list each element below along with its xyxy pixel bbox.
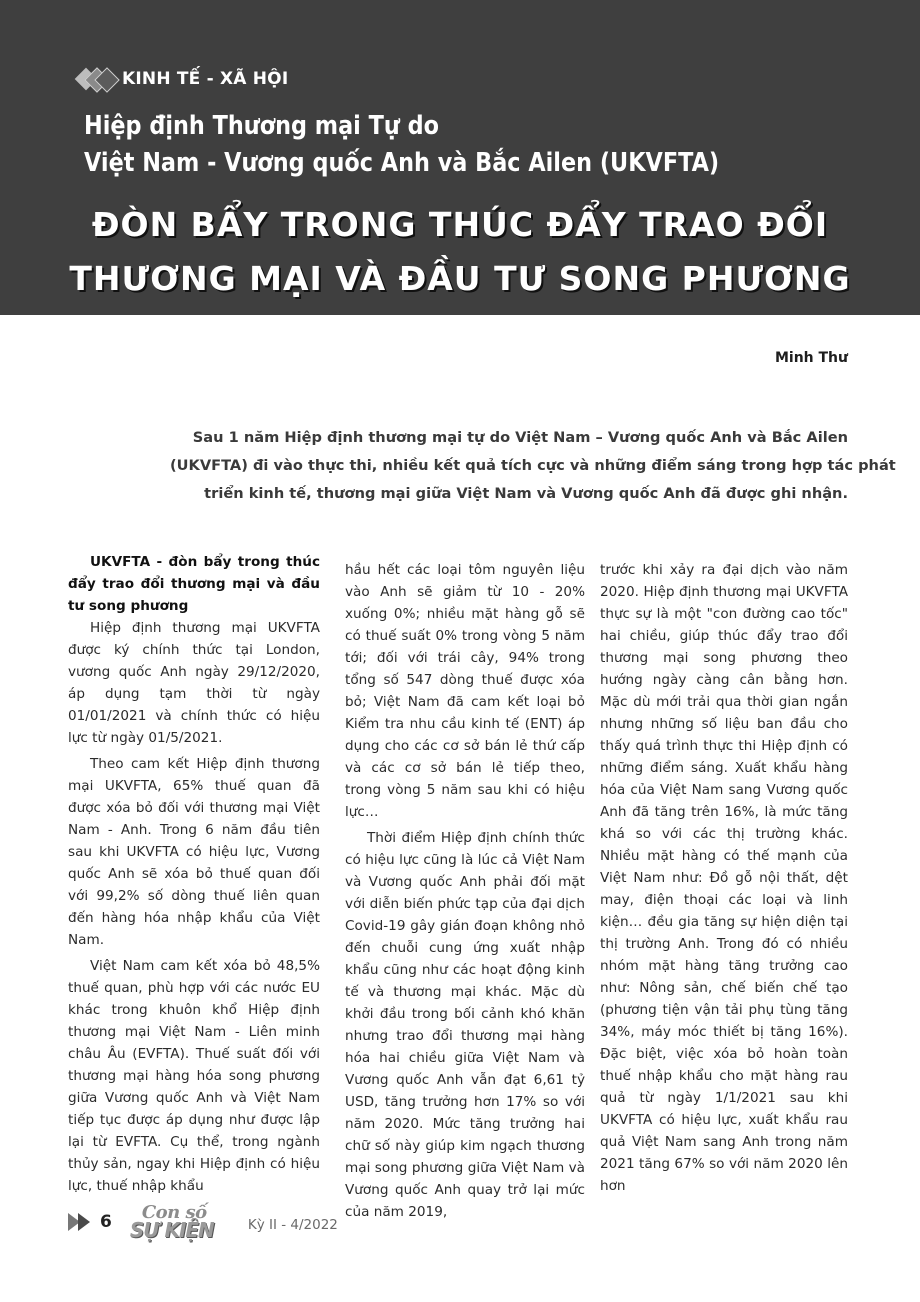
page-number: 6 (100, 1212, 112, 1232)
title-line: THƯƠNG MẠI VÀ ĐẦU TƯ SONG PHƯƠNG (69, 259, 851, 298)
logo-bottom-text: SỰ KIỆN (129, 1218, 214, 1242)
subtitle-line: Hiệp định Thương mại Tự do (84, 111, 439, 141)
article-subtitle (84, 108, 738, 182)
diamond-icon (74, 66, 120, 92)
article-title (0, 198, 920, 306)
lead-paragraph (170, 424, 896, 508)
magazine-logo (130, 1204, 242, 1240)
author-name: Minh Thư (774, 350, 848, 366)
body-column-2 (345, 559, 585, 1227)
body-paragraph: Hiệp định thương mại UKVFTA được ký chính thức tại London, vương quốc Anh ngày 29/12/2020, áp dụng tạm thời từ ngày 01/01/2021 và chính thức có hiệu lực từ ngày 01/5/2021. (68, 620, 320, 746)
lead-line: triển kinh tế, thương mại giữa Việt Nam và Vương quốc Anh đã được ghi nhận. (204, 485, 848, 502)
body-paragraph: hầu hết các loại tôm nguyên liệu vào Anh sẽ giảm từ 10 - 20% xuống 0%; nhiều mặt hàng gỗ sẽ có thuế suất 0% trong vòng 5 năm tới; đối với trái cây, 94% trong tổng số 547 dòng thuế được xóa bỏ; Việt Nam đã cam kết loại bỏ Kiểm tra nhu cầu kinh tế (ENT) áp dụng cho các cơ sở bán lẻ thứ cấp và các cơ sở bán lẻ tiếp theo, trong vòng 5 năm sau khi có hiệu lực… (345, 562, 585, 820)
body-paragraph: Theo cam kết Hiệp định thương mại UKVFTA, 65% thuế quan đã được xóa bỏ đối với thương mại Việt Nam - Anh. Trong 6 năm đầu tiên sau khi UKVFTA có hiệu lực, Vương quốc Anh sẽ xóa bỏ thuế quan đối với 99,2% số dòng thuế liên quan đến hàng hóa nhập khẩu của Việt Nam. (68, 756, 320, 948)
section-heading: UKVFTA - đòn bẩy trong thúc đẩy trao đổi thương mại và đầu tư song phương (68, 554, 320, 614)
arrow-icon (78, 1213, 90, 1231)
title-line: ĐÒN BẨY TRONG THÚC ĐẨY TRAO ĐỔI (91, 205, 829, 244)
issue-label: Kỳ II - 4/2022 (247, 1217, 338, 1233)
body-paragraph: Thời điểm Hiệp định chính thức có hiệu lực cũng là lúc cả Việt Nam và Vương quốc Anh phải đối mặt với diễn biến phức tạp của đại dịch Covid-19 gây gián đoạn không nhỏ đến chuỗi cung ứng xuất nhập khẩu cũng như các hoạt động kinh tế và thương mại khác. Mặc dù khởi đầu trong bối cảnh khó khăn nhưng trao đổi thương mại hàng hóa hai chiều giữa Việt Nam và Vương quốc Anh vẫn đạt 6,61 tỷ USD, tăng trưởng hơn 17% so với năm 2020. Mức tăng trưởng hai chữ số này giúp kim ngạch thương mại song phương giữa Việt Nam và Vương quốc Anh quay trở lại mức của năm 2019, (345, 830, 585, 1220)
body-paragraph: trước khi xảy ra đại dịch vào năm 2020. Hiệp định thương mại UKVFTA thực sự là một "con đường cao tốc" hai chiều, giúp thúc đẩy trao đổi thương mại song phương theo hướng ngày càng cân bằng hơn. Mặc dù mới trải qua thời gian ngắn nhưng những số liệu ban đầu cho thấy quá trình thực thi Hiệp định có những điểm sáng. Xuất khẩu hàng hóa của Việt Nam sang Vương quốc Anh đã tăng trên 16%, là mức tăng khá so với các thị trường khác. Nhiều mặt hàng có thế mạnh của Việt Nam như: Đồ gỗ nội thất, dệt may, điện thoại các loại và linh kiện… đều gia tăng sự hiện diện tại thị trường Anh. Trong đó có nhiều nhóm mặt hàng tăng trưởng cao như: Nông sản, chế biến chế tạo (phương tiện vận tải phụ tùng tăng 34%, máy móc thiết bị tăng 16%). Đặc biệt, việc xóa bỏ hoàn toàn thuế nhập khẩu cho mặt hàng rau quả từ ngày 1/1/2021 sau khi UKVFTA có hiệu lực, xuất khẩu rau quả Việt Nam sang Anh trong năm 2021 tăng 67% so với năm 2020 lên hơn (600, 562, 848, 1194)
section-label: KINH TẾ - XÃ HỘI (122, 69, 289, 89)
lead-line: Sau 1 năm Hiệp định thương mại tự do Việt Nam – Vương quốc Anh và Bắc Ailen (192, 429, 848, 446)
subtitle-line: Việt Nam - Vương quốc Anh và Bắc Ailen (UKVFTA) (84, 148, 720, 178)
lead-line: (UKVFTA) đi vào thực thi, nhiều kết quả tích cực và những điểm sáng trong hợp tác phát (170, 457, 896, 474)
body-paragraph: Việt Nam cam kết xóa bỏ 48,5% thuế quan, phù hợp với các nước EU khác trong khuôn khổ Hiệp định thương mại Việt Nam - Liên minh châu Âu (EVFTA). Thuế suất đối với thương mại hàng hóa song phương giữa Vương quốc Anh và Việt Nam tiếp tục được áp dụng như được lập lại từ EVFTA. Cụ thể, trong ngành thủy sản, ngay khi Hiệp định có hiệu lực, thuế nhập khẩu (68, 958, 320, 1194)
page-footer (68, 1204, 338, 1240)
article-header (0, 0, 920, 315)
body-column-1 (68, 551, 320, 1201)
body-column-3 (600, 559, 848, 1201)
section-tag (74, 66, 288, 92)
logo-top-text: Con số (141, 1202, 207, 1223)
